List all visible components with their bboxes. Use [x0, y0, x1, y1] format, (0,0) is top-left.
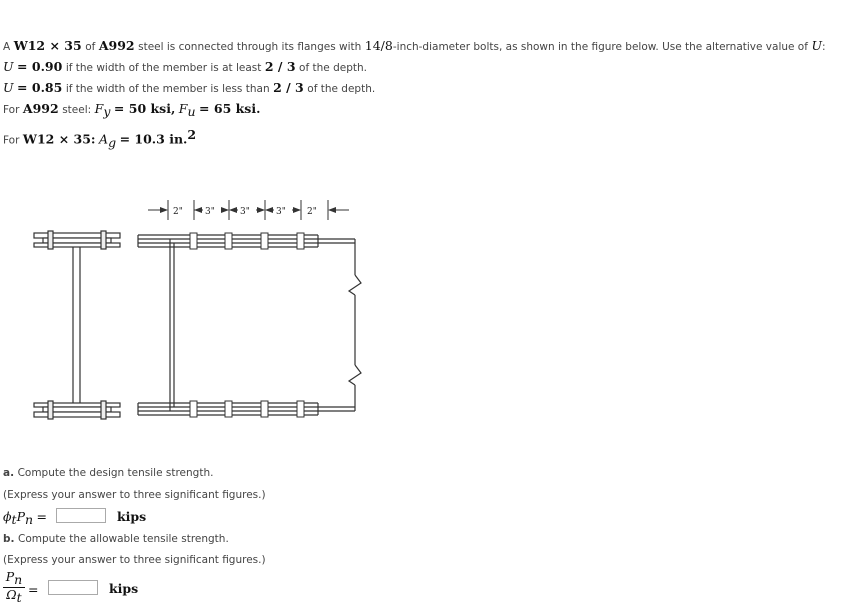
part-b-equals: =: [28, 582, 39, 597]
part-b-question: b. Compute the allowable tensile strength.: [3, 533, 229, 545]
part-a-equation: $\phi_tP_n$ =: [3, 509, 48, 528]
w-shape-end-view: [34, 231, 120, 419]
part-a-question: a. Compute the design tensile strength.: [3, 467, 214, 479]
material-properties: For A992 steel: $F_y = 50$ ksi, $F_u = 65$ ksi.: [3, 101, 261, 120]
problem-intro: A W12 × 35 of A992 steel is connected through its flanges with 14/8-inch-diameter bolts, as shown in the figure below. Use the alternative value of U:: [3, 38, 826, 53]
u-case-1: U = 0.90 if the width of the member is at least 2 / 3 of the depth.: [3, 59, 367, 74]
dim-label-5: 2": [307, 207, 317, 217]
part-b-unit: kips: [109, 581, 139, 596]
fraction-denominator: $\Omega_t$: [6, 587, 22, 606]
dim-label-3: 3": [240, 207, 250, 217]
gross-area: For W12 × 35: $A_g = 10.3$ in.$^2$: [3, 127, 197, 150]
part-a-instruction: (Express your answer to three significant figures.): [3, 489, 266, 501]
fraction-numerator: $P_n$: [3, 570, 25, 588]
part-b-answer-input[interactable]: [48, 580, 98, 595]
part-a-unit: kips: [117, 509, 147, 524]
dim-label-2: 3": [205, 207, 215, 217]
connection-figure: [0, 185, 843, 435]
part-b-fraction: [3, 570, 25, 605]
part-a-answer-input[interactable]: [56, 508, 106, 523]
dim-label-4: 3": [276, 207, 286, 217]
connection-side-view: [138, 235, 361, 415]
part-b-instruction: (Express your answer to three significant figures.): [3, 554, 266, 566]
dim-label-1: 2": [173, 207, 183, 217]
u-case-2: U = 0.85 if the width of the member is less than 2 / 3 of the depth.: [3, 80, 376, 95]
